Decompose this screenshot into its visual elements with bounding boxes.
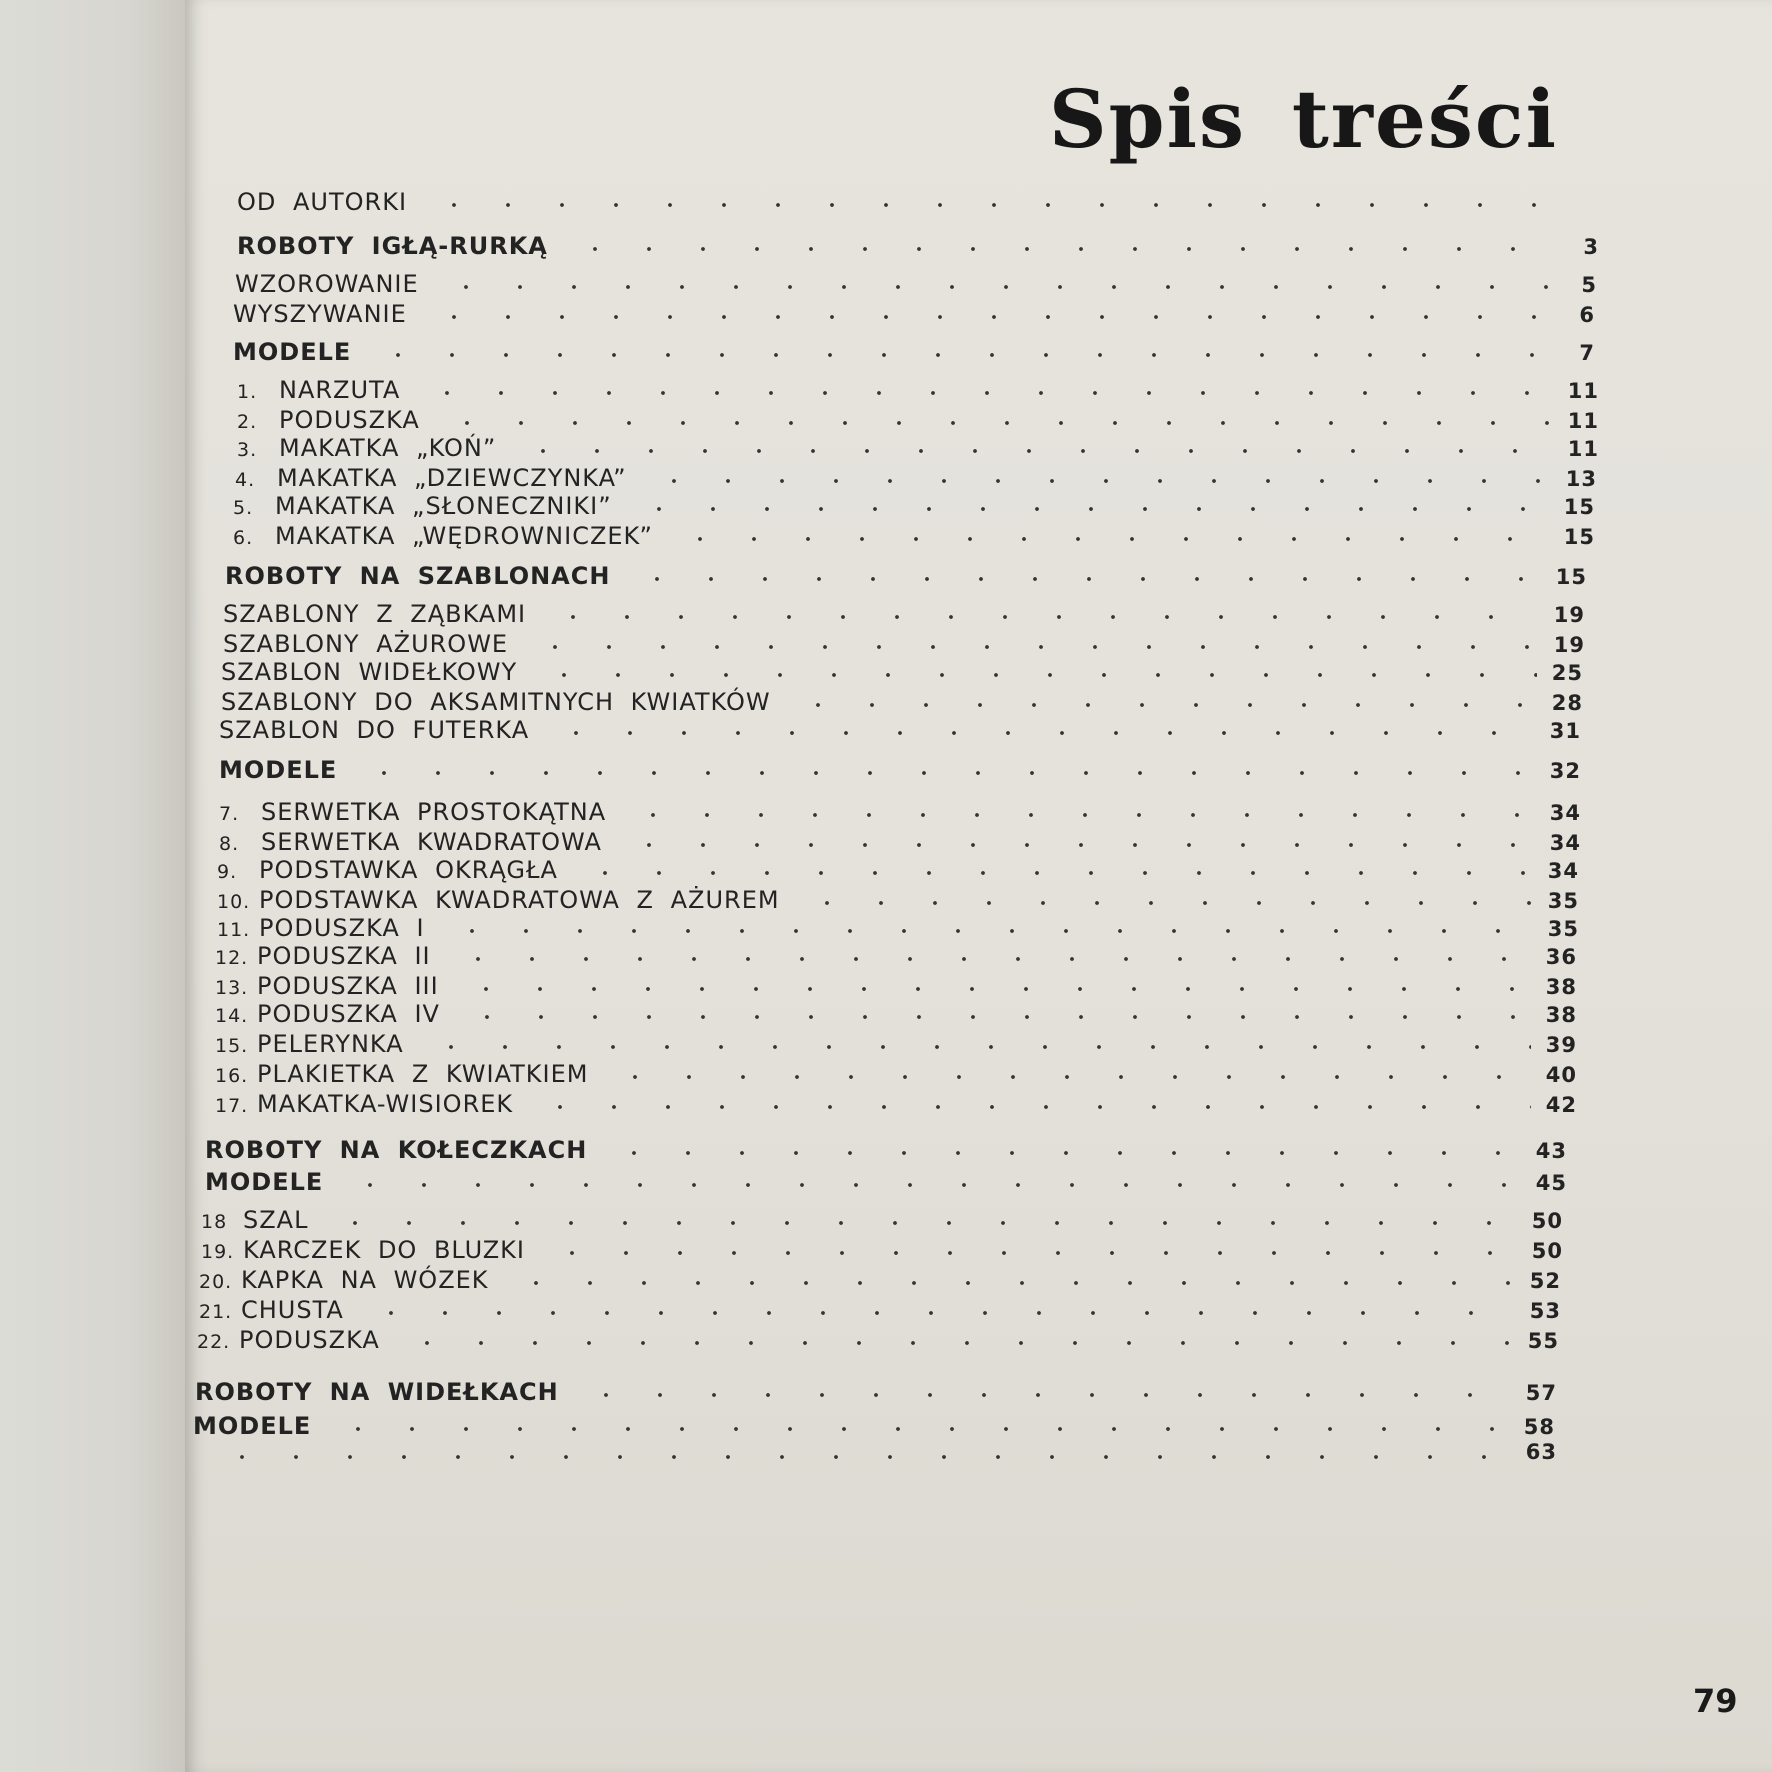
toc-entry-page: 28 (1551, 691, 1583, 715)
toc-entry-label: MAKATKA „DZIEWCZYNKA” (277, 464, 627, 492)
toc-entry (219, 756, 1581, 790)
dot-leader (439, 285, 1551, 289)
toc-entry-label: KAPKA NA WÓZEK (241, 1266, 489, 1294)
dot-leader (364, 1311, 1515, 1315)
toc-entry-label: MODELE (219, 756, 338, 784)
toc-entry-label: WZOROWANIE (235, 270, 419, 298)
toc-entry-label: SZABLON WIDEŁKOWY (221, 658, 518, 686)
toc-entry (195, 1440, 1557, 1474)
toc-entry-number: 21. (199, 1301, 233, 1323)
toc-entry-page: 50 (1531, 1239, 1563, 1263)
toc-entry-page: 39 (1545, 1033, 1577, 1057)
dot-leader (608, 1075, 1531, 1079)
toc-entry (219, 798, 1581, 832)
toc-entry-page: 55 (1527, 1329, 1559, 1353)
toc-entry (225, 562, 1587, 596)
toc-entry-number: 9. (217, 861, 238, 883)
dot-leader (607, 1151, 1521, 1155)
toc-entry-number: 12. (215, 947, 249, 969)
toc-entry (237, 376, 1599, 410)
dot-leader (626, 813, 1535, 817)
toc-entry-number: 22. (197, 1331, 231, 1353)
toc-entry-number: 6. (233, 527, 254, 549)
toc-entry (233, 522, 1595, 556)
toc-entry-page: 42 (1545, 1093, 1577, 1117)
toc-entry-label: CHUSTA (241, 1296, 344, 1324)
toc-entry-label: MODELE (233, 338, 352, 366)
toc-entry-number: 1. (237, 381, 258, 403)
toc-entry-page: 43 (1535, 1139, 1567, 1163)
toc-entry-number: 16. (215, 1065, 249, 1087)
toc-entry (215, 942, 1577, 976)
toc-entry-page: 35 (1547, 889, 1579, 913)
toc-entry-label: NARZUTA (279, 376, 401, 404)
toc-entry (233, 300, 1595, 334)
dot-leader (440, 421, 1553, 425)
toc-entry-page: 11 (1567, 409, 1599, 433)
toc-entry-number: 18 (201, 1211, 228, 1233)
dot-leader (420, 391, 1553, 395)
toc-entry-label: MAKATKA „WĘDROWNICZEK” (275, 522, 653, 550)
dot-leader (568, 247, 1553, 251)
dot-leader (328, 1221, 1517, 1225)
toc-entry-label: ROBOTY NA KOŁECZKACH (205, 1136, 588, 1164)
toc-entry (233, 338, 1595, 372)
toc-entry-label: SZABLON DO FUTERKA (219, 716, 530, 744)
toc-entry-page: 38 (1545, 975, 1577, 999)
toc-entry-page: 5 (1581, 273, 1597, 297)
toc-entry-page: 31 (1549, 719, 1581, 743)
toc-entry (215, 1090, 1577, 1124)
dot-leader (549, 731, 1535, 735)
toc-entry-label: PODUSZKA IV (257, 1000, 440, 1028)
toc-entry-label: SZABLONY AŻUROWE (223, 630, 509, 658)
toc-entry-number: 7. (219, 803, 240, 825)
toc-entry (219, 716, 1581, 750)
toc-entry-label: MODELE (193, 1412, 312, 1440)
toc-entry-label: MODELE (205, 1168, 324, 1196)
toc-entry-number: 19. (201, 1241, 235, 1263)
toc-entry-page: 34 (1547, 859, 1579, 883)
dot-leader (533, 1105, 1531, 1109)
toc-entry-label: PODSTAWKA KWADRATOWA Z AŻUREM (259, 886, 780, 914)
toc-entry-label: PLAKIETKA Z KWIATKIEM (257, 1060, 589, 1088)
toc-entry (197, 1326, 1559, 1360)
toc-entry-label: SZABLONY DO AKSAMITNYCH KWIATKÓW (221, 688, 771, 716)
toc-entry-page: 11 (1567, 379, 1599, 403)
toc-entry-page: 15 (1555, 565, 1587, 589)
toc-entry-label: SZAL (243, 1206, 309, 1234)
toc-entry-label: PODUSZKA (279, 406, 420, 434)
toc-entry-page: 19 (1553, 633, 1585, 657)
toc-entry-page: 11 (1567, 437, 1599, 461)
toc-entry (223, 600, 1585, 634)
toc-entry-label: MAKATKA „KOŃ” (279, 434, 497, 462)
toc-entry-page: 40 (1545, 1063, 1577, 1087)
toc-entry (237, 188, 1599, 222)
toc-entry-label: MAKATKA „SŁONECZNIKI” (275, 492, 612, 520)
toc-entry-page: 15 (1563, 525, 1595, 549)
dot-leader (343, 1183, 1521, 1187)
toc-entry (199, 1266, 1561, 1300)
toc-entry (215, 1030, 1577, 1064)
toc-entry-page: 6 (1579, 303, 1595, 327)
dot-leader (400, 1341, 1513, 1345)
toc-entry-page: 45 (1535, 1171, 1567, 1195)
toc-entry-number: 14. (215, 1005, 249, 1027)
toc-entry (201, 1236, 1563, 1270)
toc-entry (237, 434, 1599, 468)
dot-leader (528, 645, 1539, 649)
toc-entry-page: 25 (1551, 661, 1583, 685)
toc-entry-page: 53 (1529, 1299, 1561, 1323)
dot-leader (647, 479, 1551, 483)
toc-entry (205, 1168, 1567, 1202)
toc-entry-page: 38 (1545, 1003, 1577, 1027)
dot-leader (622, 843, 1535, 847)
toc-entry-page: 32 (1549, 759, 1581, 783)
dot-leader (673, 537, 1549, 541)
toc-entry-number: 5. (233, 497, 254, 519)
dot-leader (800, 901, 1533, 905)
toc-entry (215, 1060, 1577, 1094)
toc-entry-number: 13. (215, 977, 249, 999)
toc-entry-label: PODUSZKA I (259, 914, 425, 942)
toc-entry-page: 58 (1523, 1415, 1555, 1439)
toc-entry-label: PODUSZKA II (257, 942, 431, 970)
dot-leader (427, 203, 1553, 207)
toc-entry-label: PODUSZKA (239, 1326, 380, 1354)
toc-entry-number: 17. (215, 1095, 249, 1117)
dot-leader (331, 1427, 1509, 1431)
toc-entry-number: 15. (215, 1035, 249, 1057)
toc-entry-label: ROBOTY NA SZABLONACH (225, 562, 611, 590)
toc-entry (205, 1136, 1567, 1170)
toc-entry-label: SERWETKA PROSTOKĄTNA (261, 798, 607, 826)
toc-entry-number: 8. (219, 833, 240, 855)
toc-entry-page: 13 (1565, 467, 1597, 491)
dot-leader (459, 987, 1531, 991)
dot-leader (578, 871, 1533, 875)
toc-entry-label: PELERYNKA (257, 1030, 404, 1058)
toc-entry-page: 36 (1545, 945, 1577, 969)
dot-leader (424, 1045, 1531, 1049)
toc-entry-page: 3 (1583, 235, 1599, 259)
book-page (185, 0, 1772, 1772)
toc-entry (235, 270, 1597, 304)
toc-entry-label: ROBOTY IGŁĄ-RURKĄ (237, 232, 548, 260)
dot-leader (791, 703, 1537, 707)
toc-entry-number: 10. (217, 891, 251, 913)
dot-leader (445, 929, 1533, 933)
toc-entry-page: 15 (1563, 495, 1595, 519)
dot-leader (357, 771, 1535, 775)
dot-leader (546, 615, 1539, 619)
toc-entry-page: 19 (1553, 603, 1585, 627)
dot-leader (460, 1015, 1531, 1019)
toc-entry-label: OD AUTORKI (237, 188, 408, 216)
dot-leader (630, 577, 1541, 581)
toc-entry-label: KARCZEK DO BLUZKI (243, 1236, 525, 1264)
toc-entry (215, 1000, 1577, 1034)
toc-entry-page: 63 (1525, 1440, 1557, 1464)
toc-entry-page: 7 (1579, 341, 1595, 365)
dot-leader (545, 1251, 1517, 1255)
dot-leader (579, 1393, 1511, 1397)
page-title: Spis treści (1048, 72, 1558, 166)
toc-entry (195, 1378, 1557, 1412)
toc-entry-page: 57 (1525, 1381, 1557, 1405)
toc-entry-number: 3. (237, 439, 258, 461)
toc-entry-number: 2. (237, 411, 258, 433)
toc-entry-page: 34 (1549, 831, 1581, 855)
toc-entry (233, 492, 1595, 526)
toc-entry-label: SERWETKA KWADRATOWA (261, 828, 602, 856)
toc-entry-label: SZABLONY Z ZĄBKAMI (223, 600, 527, 628)
toc-entry (199, 1296, 1561, 1330)
toc-entry (201, 1206, 1563, 1240)
dot-leader (371, 353, 1549, 357)
dot-leader (215, 1455, 1511, 1459)
dot-leader (427, 315, 1549, 319)
dot-leader (632, 507, 1549, 511)
toc-entry-label: ROBOTY NA WIDEŁKACH (195, 1378, 559, 1406)
toc-entry (217, 856, 1579, 890)
page-number: 79 (1693, 1682, 1738, 1720)
toc-entry-label: WYSZYWANIE (233, 300, 407, 328)
toc-entry-number: 20. (199, 1271, 233, 1293)
toc-entry-page: 35 (1547, 917, 1579, 941)
toc-entry-number: 11. (217, 919, 251, 941)
facing-page-margin (0, 0, 185, 1772)
dot-leader (516, 449, 1553, 453)
dot-leader (537, 673, 1537, 677)
toc-entry-label: MAKATKA-WISIOREK (257, 1090, 514, 1118)
toc-entry-page: 50 (1531, 1209, 1563, 1233)
dot-leader (451, 957, 1531, 961)
toc-entry-label: PODUSZKA III (257, 972, 439, 1000)
dot-leader (509, 1281, 1515, 1285)
toc-entry (237, 232, 1599, 266)
toc-entry-page: 34 (1549, 801, 1581, 825)
toc-entry-page: 52 (1529, 1269, 1561, 1293)
toc-entry-label: PODSTAWKA OKRĄGŁA (259, 856, 558, 884)
toc-entry-number: 4. (235, 469, 256, 491)
table-of-contents (193, 0, 1735, 1700)
toc-entry (221, 658, 1583, 692)
